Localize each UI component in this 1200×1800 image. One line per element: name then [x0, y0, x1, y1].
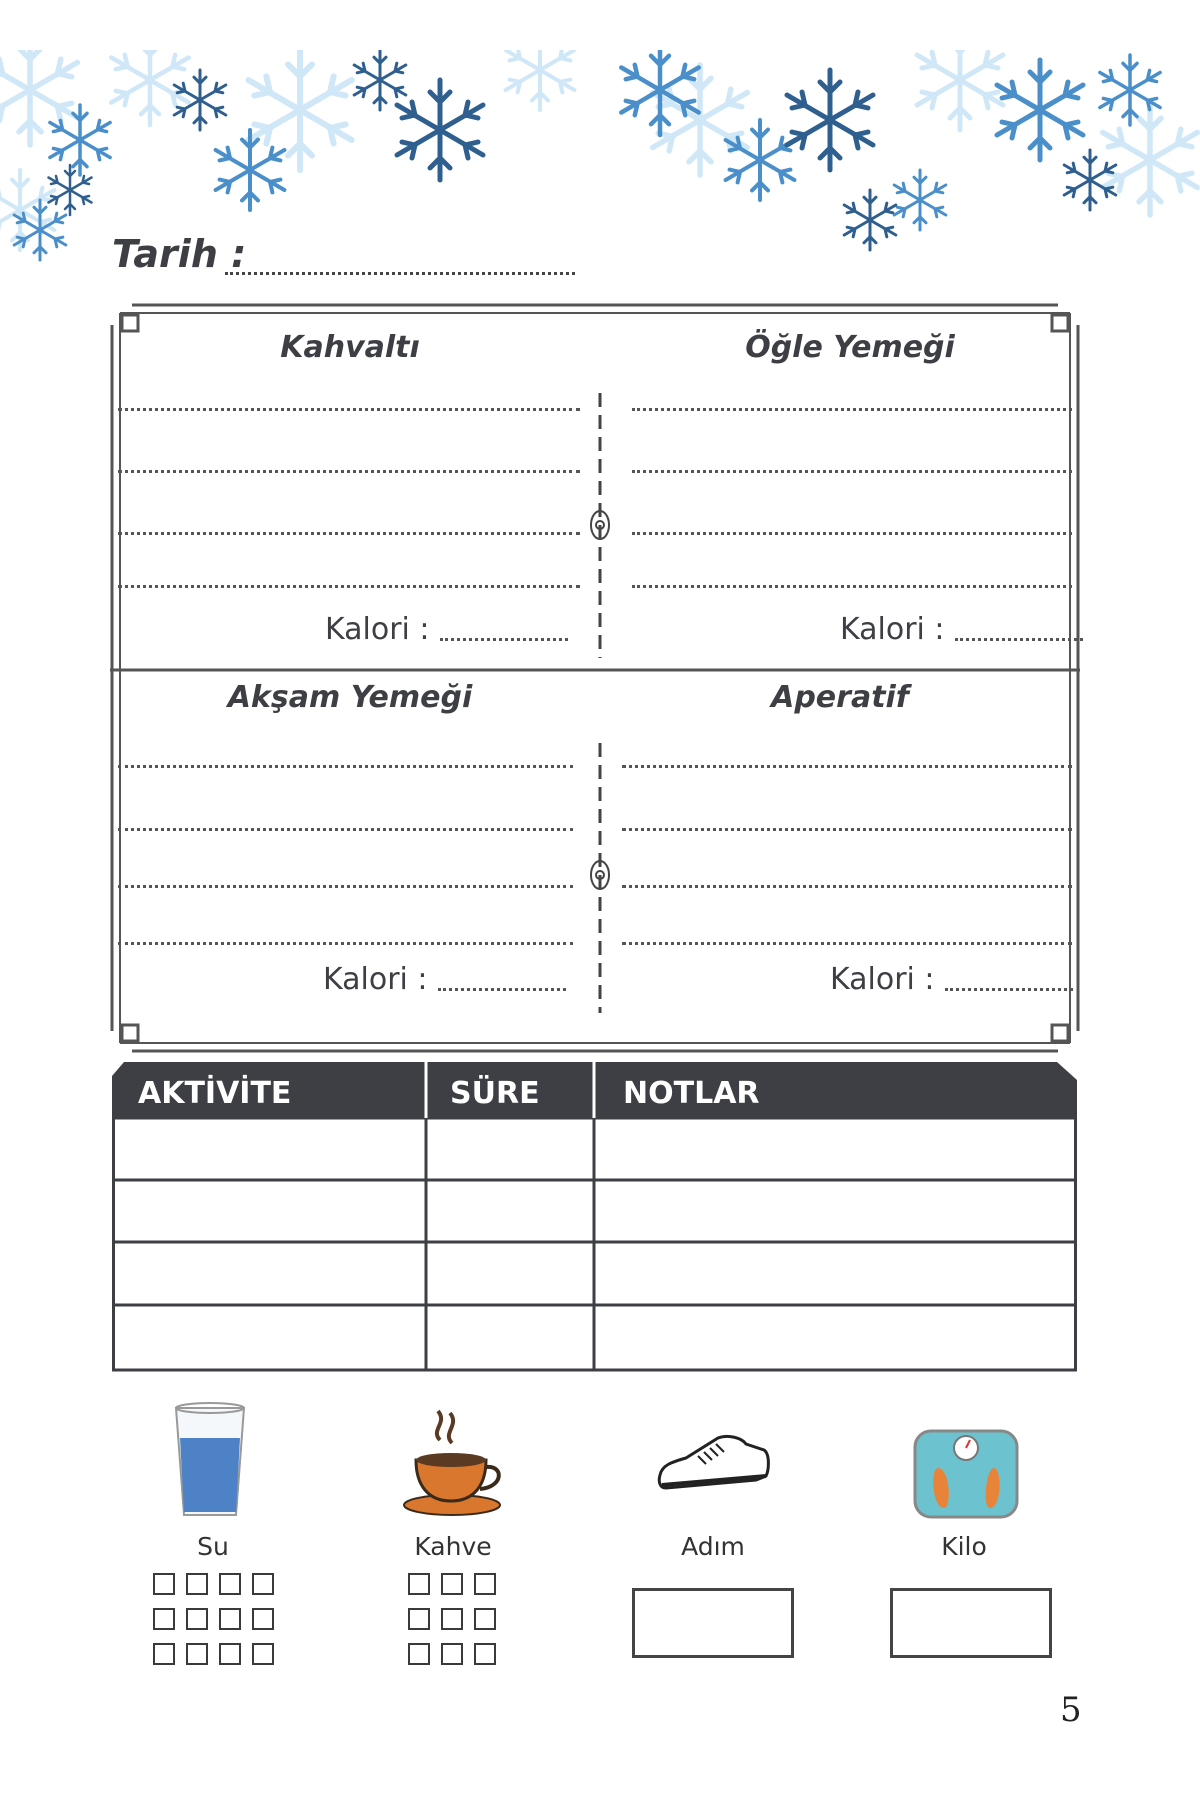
lunch-line[interactable]	[632, 408, 1072, 411]
table-cell[interactable]	[115, 1120, 423, 1176]
tracker-label-weight: Kilo	[941, 1532, 987, 1561]
kalori-label: Kalori :	[323, 962, 428, 997]
coffee-checkbox[interactable]	[474, 1608, 496, 1630]
steps-entry-box[interactable]	[632, 1588, 794, 1658]
tracker-label-coffee: Kahve	[414, 1532, 492, 1561]
coffee-checkbox[interactable]	[474, 1643, 496, 1665]
snack-line[interactable]	[622, 885, 1072, 888]
sneaker-icon	[656, 1430, 771, 1500]
breakfast-kalori[interactable]	[325, 612, 568, 647]
water-checkbox[interactable]	[252, 1643, 274, 1665]
coffee-checkbox[interactable]	[408, 1643, 430, 1665]
table-cell[interactable]	[429, 1120, 591, 1176]
dinner-line[interactable]	[118, 942, 573, 945]
meal-title-dinner: Akşam Yemeği	[227, 680, 473, 715]
water-checkbox[interactable]	[186, 1573, 208, 1595]
meal-frame	[110, 303, 1080, 1053]
coffee-checkbox[interactable]	[441, 1643, 463, 1665]
breakfast-line[interactable]	[118, 408, 580, 411]
col-header-duration: SÜRE	[450, 1076, 540, 1111]
dinner-line[interactable]	[118, 885, 573, 888]
water-checkbox[interactable]	[186, 1643, 208, 1665]
water-checkbox[interactable]	[186, 1608, 208, 1630]
breakfast-line[interactable]	[118, 470, 580, 473]
date-label: Tarih :	[112, 232, 247, 276]
coffee-checkbox[interactable]	[408, 1573, 430, 1595]
water-checkbox[interactable]	[219, 1643, 241, 1665]
col-header-activity: AKTİVİTE	[138, 1076, 292, 1111]
water-checkbox[interactable]	[153, 1643, 175, 1665]
table-cell[interactable]	[597, 1120, 1073, 1176]
kalori-label: Kalori :	[830, 962, 935, 997]
water-checkbox[interactable]	[153, 1608, 175, 1630]
coffee-checkbox[interactable]	[474, 1573, 496, 1595]
meal-title-snack: Aperatif	[771, 680, 909, 715]
water-checkbox[interactable]	[153, 1573, 175, 1595]
coffee-checkbox[interactable]	[441, 1573, 463, 1595]
page-number: 5	[1060, 1690, 1082, 1730]
water-glass-icon	[170, 1400, 250, 1520]
snack-kalori[interactable]	[830, 962, 1073, 997]
breakfast-line[interactable]	[118, 532, 580, 535]
snack-line[interactable]	[622, 765, 1072, 768]
water-checkbox[interactable]	[219, 1608, 241, 1630]
tracker-label-water: Su	[197, 1532, 229, 1561]
col-header-notes: NOTLAR	[623, 1076, 760, 1111]
weight-entry-box[interactable]	[890, 1588, 1052, 1658]
water-checkbox[interactable]	[219, 1573, 241, 1595]
coffee-checkbox[interactable]	[441, 1608, 463, 1630]
coffee-cup-icon	[400, 1405, 510, 1520]
dinner-line[interactable]	[118, 828, 573, 831]
coffee-checkbox[interactable]	[408, 1608, 430, 1630]
meal-title-lunch: Öğle Yemeği	[745, 330, 955, 365]
tracker-label-steps: Adım	[681, 1532, 745, 1561]
water-checkbox[interactable]	[252, 1573, 274, 1595]
lunch-line[interactable]	[632, 470, 1072, 473]
lunch-line[interactable]	[632, 585, 1072, 588]
breakfast-line[interactable]	[118, 585, 580, 588]
kalori-label: Kalori :	[325, 612, 430, 647]
date-input-line[interactable]	[225, 272, 575, 275]
water-checkbox[interactable]	[252, 1608, 274, 1630]
lunch-line[interactable]	[632, 532, 1072, 535]
kalori-label: Kalori :	[840, 612, 945, 647]
lunch-kalori[interactable]	[840, 612, 1083, 647]
snack-line[interactable]	[622, 942, 1072, 945]
dinner-kalori[interactable]	[323, 962, 566, 997]
snack-line[interactable]	[622, 828, 1072, 831]
meal-title-breakfast: Kahvaltı	[280, 330, 420, 365]
dinner-line[interactable]	[118, 765, 573, 768]
scale-icon	[912, 1428, 1020, 1520]
